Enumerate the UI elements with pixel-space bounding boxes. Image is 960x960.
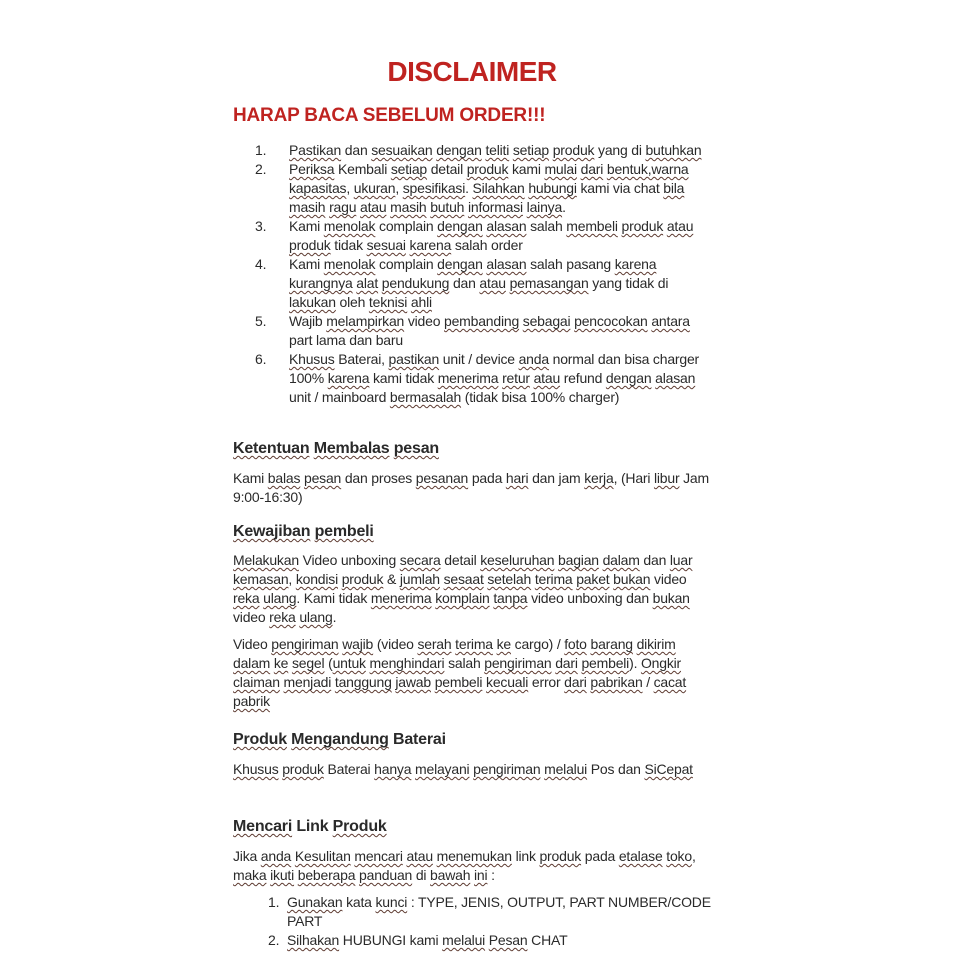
rule-text: Periksa Kembali setiap detail produk kami mulai dari bentuk,warna kapasitas, ukuran, spesifikasi. Silahkan hubungi kami via chat bila masih ragu atau masih butuh informasi lainya. [289,161,689,215]
shipping-video-paragraph: Video pengiriman wajib (video serah terima ke cargo) / foto barang dikirim dalam ke segel (untuk menghindari salah pengiriman dari pembeli). Ongkir claiman menjadi tanggung jawab pembeli kecuali error dari pabrikan / cacat pabrik [233,636,687,709]
rule-number: 3. [255,218,267,234]
page-title: DISCLAIMER [387,56,557,87]
section-battery-products [233,730,711,779]
read-before-order-heading: HARAP BACA SEBELUM ORDER!!! [233,105,546,126]
rule-text: Kami menolak complain dengan alasan salah membeli produk atau produk tidak sesuai karena salah order [289,218,694,253]
find-product-link-heading: Mencari Link Produk [233,818,387,835]
rule-item [233,160,711,217]
rule-number: 5. [255,313,267,329]
rule-item [233,350,711,407]
battery-shipping-paragraph: Khusus produk Baterai hanya melayani pengiriman melalui Pos dan SiCepat [233,761,693,777]
step-text: Gunakan kata kunci : TYPE, JENIS, OUTPUT, PART NUMBER/CODE PART [287,894,711,929]
section-find-product-link [233,817,711,885]
section-reply-policy [233,439,711,507]
rule-text: Pastikan dan sesuaikan dengan teliti setiap produk yang di butuhkan [289,142,702,158]
reply-policy-paragraph: Kami balas pesan dan proses pesanan pada hari dan jam kerja, (Hari libur Jam 9:00-16:30) [233,470,709,505]
rule-item [233,255,711,312]
step-item [233,893,711,931]
rule-text: Kami menolak complain dengan alasan salah pasang karena kurangnya alat pendukung dan atau pemasangan yang tidak di lakukan oleh teknisi ahli [289,256,669,310]
disclaimer-document [233,0,711,950]
step-number: 2. [268,932,280,948]
rule-number: 6. [255,351,267,367]
section-buyer-obligations [233,522,711,711]
unboxing-video-paragraph: Melakukan Video unboxing secara detail keseluruhan bagian dalam dan luar kemasan, kondisi produk & jumlah sesaat setelah terima paket bukan video reka ulang. Kami tidak menerima komplain tanpa video unboxing dan bukan video reka ulang. [233,552,693,625]
rule-text: Khusus Baterai, pastikan unit / device anda normal dan bisa charger 100% karena kami tidak menerima retur atau refund dengan alasan unit / mainboard bermasalah (tidak bisa 100% charger) [289,351,699,405]
rule-text: Wajib melampirkan video pembanding sebagai pencocokan antara part lama dan baru [289,313,690,348]
rule-number: 4. [255,256,267,272]
rule-number: 1. [255,142,267,158]
battery-products-heading: Produk Mengandung Baterai [233,731,446,748]
reply-policy-heading: Ketentuan Membalas pesan [233,440,439,457]
rule-item [233,312,711,350]
step-text: Silhakan HUBUNGI kami melalui Pesan CHAT [287,932,568,948]
rule-item [233,217,711,255]
buyer-obligations-heading: Kewajiban pembeli [233,523,374,540]
rule-number: 2. [255,161,267,177]
rule-item [233,141,711,160]
step-number: 1. [268,894,280,910]
order-rules-list [233,141,711,407]
find-product-link-paragraph: Jika anda Kesulitan mencari atau menemukan link produk pada etalase toko, maka ikuti beberapa panduan di bawah ini : [233,848,696,883]
step-item [233,931,711,950]
find-link-steps-list [233,893,711,950]
